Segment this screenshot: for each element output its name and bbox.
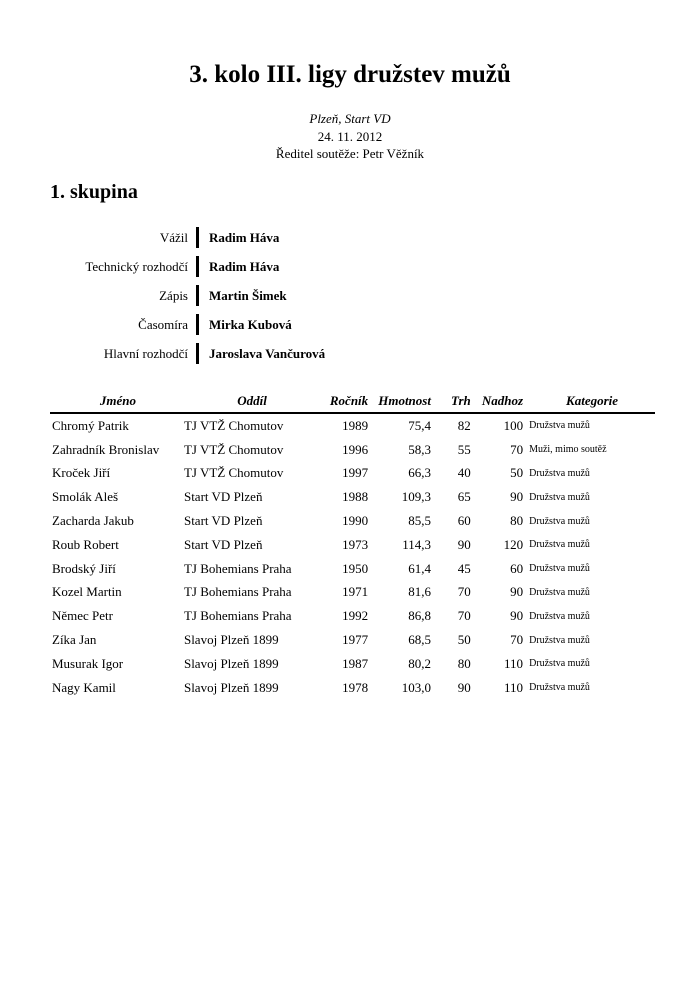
cell-club: Slavoj Plzeň 1899 [183,632,279,648]
cell-club: Start VD Plzeň [183,536,263,552]
cell-weight: 109,3 [401,489,431,505]
cell-year: 1990 [342,513,369,529]
cell-name: Zíka Jan [52,632,97,648]
header-year: Ročník [320,390,368,413]
cell-name: Zacharda Jakub [52,513,134,529]
page-title: 3. kolo III. ligy družstev mužů [189,61,511,88]
cell-club: TJ VTŽ Chomutov [183,465,284,481]
table-row [50,676,655,700]
group-heading: 1. skupina [50,181,138,203]
official-role: Hlavní rozhodčí [103,346,188,361]
cell-category: Družstva mužů [529,515,590,527]
cell-club: Slavoj Plzeň 1899 [183,655,279,671]
table-row [50,604,655,628]
cell-club: TJ VTŽ Chomutov [183,441,284,457]
cell-year: 1997 [342,465,369,481]
cell-clean-jerk: 110 [504,655,524,671]
official-role: Technický rozhodčí [85,259,188,274]
cell-clean-jerk: 110 [504,679,524,695]
cell-name: Chromý Patrik [52,417,129,433]
table-row [50,628,655,652]
table-row [50,413,655,438]
cell-weight: 75,4 [408,417,431,433]
cell-name: Smolák Aleš [52,489,119,505]
cell-clean-jerk: 60 [510,560,524,576]
divider-bar [196,256,199,277]
cell-clean-jerk: 90 [510,608,524,624]
cell-club: Start VD Plzeň [183,489,263,505]
official-name: Radim Háva [209,259,280,274]
date-text: 24. 11. 2012 [317,129,383,144]
cell-category: Družstva mužů [529,586,590,598]
director-text: Ředitel soutěže: Petr Věžník [275,146,425,161]
cell-weight: 86,8 [408,608,431,624]
cell-year: 1992 [342,608,369,624]
cell-clean-jerk: 100 [503,417,524,433]
cell-club: TJ Bohemians Praha [183,608,292,624]
cell-name: Musurak Igor [52,655,124,671]
cell-name: Zahradník Bronislav [52,441,160,457]
official-row [0,313,700,342]
cell-clean-jerk: 70 [510,632,524,648]
official-role: Časomíra [138,317,188,332]
results-body [50,413,655,700]
cell-name: Kozel Martin [52,584,122,600]
cell-category: Družstva mužů [529,682,590,694]
cell-club: TJ Bohemians Praha [183,584,292,600]
cell-year: 1950 [342,560,369,576]
cell-snatch: 82 [457,417,471,433]
official-role: Zápis [159,288,188,303]
cell-year: 1977 [342,632,369,648]
divider-bar [196,227,199,248]
official-name: Radim Háva [209,230,280,245]
cell-year: 1996 [342,441,369,457]
cell-name: Nagy Kamil [52,679,116,695]
cell-weight: 61,4 [408,560,431,576]
official-role: Vážil [159,230,188,245]
cell-category: Družstva mužů [529,610,590,622]
table-row [50,557,655,581]
cell-category: Družstva mužů [529,658,590,670]
cell-year: 1989 [342,417,369,433]
cell-weight: 81,6 [408,584,431,600]
cell-year: 1988 [342,489,369,505]
table-row [50,533,655,557]
header-clean-jerk: Nadhoz [471,390,523,413]
cell-snatch: 70 [457,608,471,624]
cell-snatch: 65 [457,489,471,505]
cell-clean-jerk: 50 [510,465,524,481]
official-name: Jaroslava Vančurová [209,346,326,361]
table-row [50,485,655,509]
official-name: Martin Šimek [209,288,287,303]
results-table [50,390,655,700]
official-row [0,342,700,371]
cell-clean-jerk: 70 [510,441,524,457]
cell-snatch: 40 [457,465,471,481]
table-row [50,509,655,533]
cell-category: Muži, mimo soutěž [529,444,607,456]
official-row [0,226,700,255]
cell-clean-jerk: 120 [503,536,524,552]
table-row [50,438,655,462]
table-row [50,652,655,676]
cell-club: TJ VTŽ Chomutov [183,417,284,433]
cell-name: Němec Petr [52,608,114,624]
cell-year: 1978 [342,679,369,695]
cell-snatch: 45 [457,560,471,576]
table-row [50,581,655,605]
divider-bar [196,314,199,335]
cell-snatch: 70 [457,584,471,600]
divider-bar [196,343,199,364]
venue-text: Plzeň, Start VD [309,111,391,126]
cell-weight: 114,3 [402,536,431,552]
header-club: Oddíl [184,390,320,413]
cell-year: 1971 [342,584,369,600]
official-row [0,284,700,313]
cell-club: Start VD Plzeň [183,513,263,529]
cell-weight: 58,3 [408,441,431,457]
header-name: Jméno [50,390,184,413]
cell-weight: 103,0 [401,679,431,695]
cell-name: Kroček Jiří [52,465,111,481]
cell-snatch: 60 [457,513,471,529]
header-snatch: Trh [431,390,471,413]
officials-list [0,226,700,371]
cell-name: Brodský Jiří [52,560,116,576]
cell-weight: 66,3 [408,465,431,481]
cell-clean-jerk: 90 [510,489,524,505]
cell-club: TJ Bohemians Praha [183,560,292,576]
cell-name: Roub Robert [52,536,119,552]
cell-snatch: 90 [457,679,471,695]
table-row [50,462,655,486]
cell-clean-jerk: 80 [510,513,524,529]
cell-clean-jerk: 90 [510,584,524,600]
cell-weight: 68,5 [408,632,431,648]
divider-bar [196,285,199,306]
official-name: Mirka Kubová [209,317,292,332]
header-weight: Hmotnost [368,390,431,413]
cell-category: Družstva mužů [529,420,590,432]
cell-snatch: 55 [457,441,471,457]
cell-category: Družstva mužů [529,563,590,575]
table-header-row [50,390,655,413]
cell-weight: 80,2 [408,655,431,671]
cell-category: Družstva mužů [529,467,590,479]
cell-weight: 85,5 [408,513,431,529]
cell-snatch: 50 [457,632,471,648]
cell-snatch: 90 [457,536,471,552]
cell-category: Družstva mužů [529,539,590,551]
cell-category: Družstva mužů [529,634,590,646]
header-category: Kategorie [523,390,655,413]
cell-category: Družstva mužů [529,491,590,503]
official-row [0,255,700,284]
cell-year: 1987 [342,655,369,671]
cell-year: 1973 [342,536,369,552]
cell-club: Slavoj Plzeň 1899 [183,679,279,695]
cell-snatch: 80 [457,655,471,671]
